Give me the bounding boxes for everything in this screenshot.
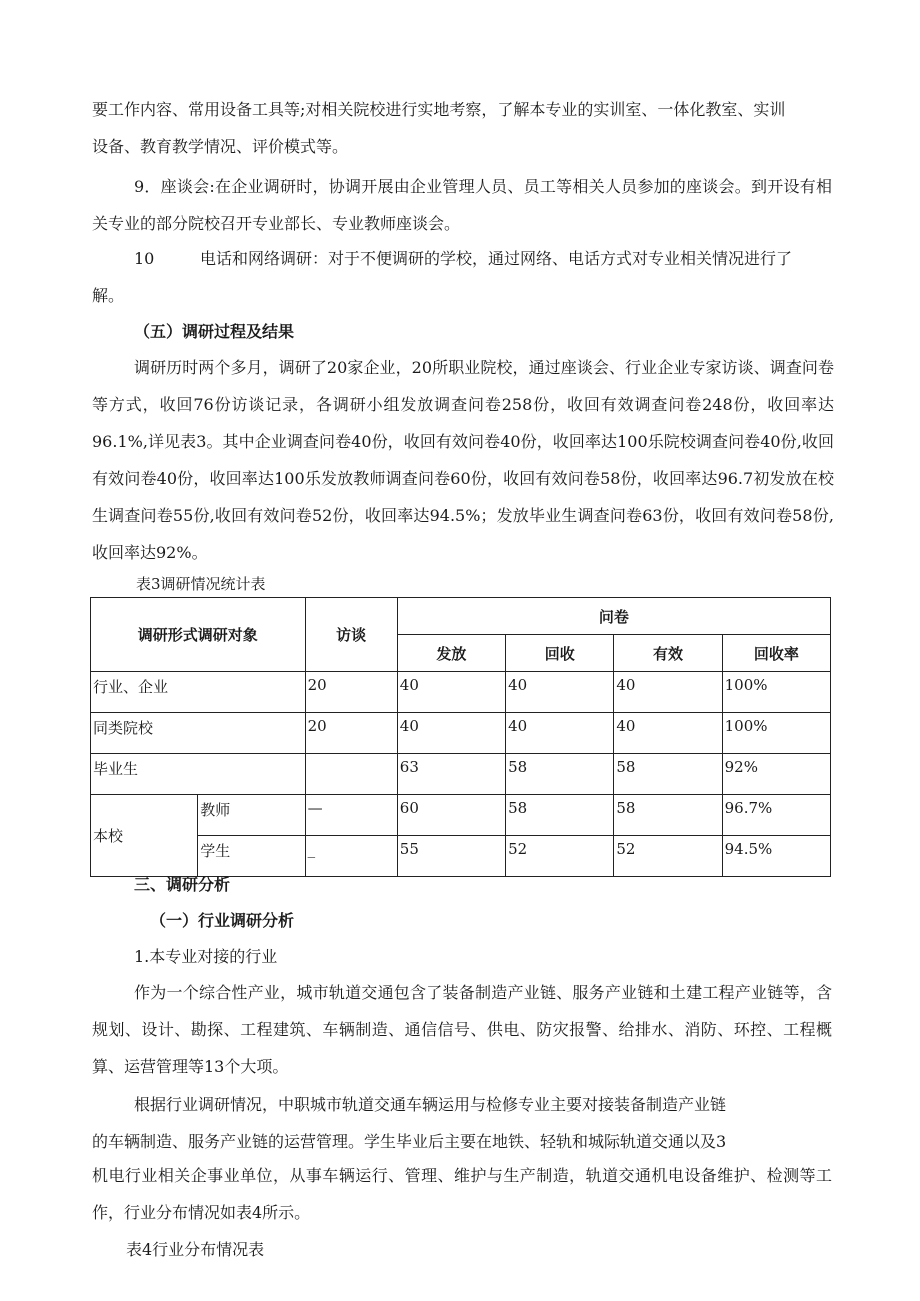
- header-form-object: 调研形式调研对象: [91, 598, 306, 672]
- cell-valid: 40: [614, 672, 722, 713]
- header-questionnaire: 问卷: [397, 598, 830, 635]
- cell-rate: 100%: [722, 672, 830, 713]
- paragraph-1-line-2: 设备、教育教学情况、评价模式等。: [92, 137, 349, 156]
- heading-section-five: （五）调研过程及结果: [134, 322, 295, 341]
- paragraph-research-results: 调研历时两个多月，调研了20家企业，20所职业院校，通过座谈会、行业企业专家访谈、调查问卷等方式，收回76份访谈记录，各调研小组发放调查问卷258份，收回有效调查问卷248份，收回率达96.1%,详见表3。其中企业调查问卷40份，收回有效问卷40份，收回率达100乐院校调查问卷40份,收回有效问卷40份，收回率达100乐发放教师调查问卷60份，收回有效问卷58份，收回率达96.7初发放在校生调查问卷55份,收回有效问卷52份，收回率达94.5%；发放毕业生调查问卷63份，收回有效问卷58份,收回率达92%。: [92, 358, 834, 562]
- table-row: [91, 713, 831, 754]
- cell-issued: 63: [397, 754, 505, 795]
- table-header-row-1: [91, 598, 831, 635]
- header-rate: 回收率: [722, 635, 830, 672]
- cell-interview: 20: [305, 713, 397, 754]
- cell-interview: 20: [305, 672, 397, 713]
- heading-industry-analysis: （一）行业调研分析: [150, 911, 295, 930]
- cell-valid: 40: [614, 713, 722, 754]
- paragraph-industry-docking-rest: 机电行业相关企事业单位，从事车辆运行、管理、维护与生产制造，轨道交通机电设备维护、检测等工作，行业分布情况如表4所示。: [92, 1166, 832, 1222]
- cell-returned: 52: [506, 836, 614, 877]
- cell-valid: 58: [614, 754, 722, 795]
- cell-issued: 40: [397, 672, 505, 713]
- paragraph-industry-overview: 作为一个综合性产业，城市轨道交通包含了装备制造产业链、服务产业链和土建工程产业链等，含规划、设计、勘探、工程建筑、车辆制造、通信信号、供电、防灾报警、给排水、消防、环控、工程概算、运营管理等13个大项。: [92, 983, 832, 1076]
- cell-returned: 40: [506, 713, 614, 754]
- cell-interview: _: [305, 836, 397, 877]
- cell-issued: 40: [397, 713, 505, 754]
- table-row: [91, 672, 831, 713]
- item-number-10: 10: [134, 249, 155, 268]
- cell-returned: 58: [506, 795, 614, 836]
- cell-school-label: 本校: [91, 795, 198, 877]
- header-interview: 访谈: [305, 598, 397, 672]
- paragraph-1-line-1: 要工作内容、常用设备工具等;对相关院校进行实地考察，了解本专业的实训室、一体化教室、实训: [92, 100, 786, 119]
- cell-valid: 52: [614, 836, 722, 877]
- cell-issued: 55: [397, 836, 505, 877]
- cell-valid: 58: [614, 795, 722, 836]
- cell-issued: 60: [397, 795, 505, 836]
- heading-section-three: 三、调研分析: [134, 875, 231, 894]
- cell-interview: —: [305, 795, 397, 836]
- paragraph-industry-docking-line-1: 根据行业调研情况，中职城市轨道交通车辆运用与检修专业主要对接装备制造产业链: [134, 1095, 727, 1114]
- header-issued: 发放: [397, 635, 505, 672]
- cell-rate: 94.5%: [722, 836, 830, 877]
- header-returned: 回收: [506, 635, 614, 672]
- cell-returned: 58: [506, 754, 614, 795]
- cell-object: 教师: [198, 795, 305, 836]
- cell-rate: 92%: [722, 754, 830, 795]
- paragraph-industry-docking-line-2: 的车辆制造、服务产业链的运营管理。学生毕业后主要在地铁、轻轨和城际轨道交通以及3: [92, 1132, 727, 1151]
- cell-object: 学生: [198, 836, 305, 877]
- cell-rate: 96.7%: [722, 795, 830, 836]
- table-row: [91, 754, 831, 795]
- table-4-caption: 表4行业分布情况表: [126, 1240, 265, 1259]
- paragraph-phone-research: 电话和网络调研：对于不便调研的学校，通过网络、电话方式对专业相关情况进行了: [200, 249, 793, 268]
- header-valid: 有效: [614, 635, 722, 672]
- subheading-industry: 1.本专业对接的行业: [134, 947, 278, 966]
- paragraph-forum: 9．座谈会:在企业调研时，协调开展由企业管理人员、员工等相关人员参加的座谈会。到开设有相关专业的部分院校召开专业部长、专业教师座谈会。: [92, 177, 832, 233]
- cell-object: 同类院校: [91, 713, 306, 754]
- cell-rate: 100%: [722, 713, 830, 754]
- cell-object: 毕业生: [91, 754, 306, 795]
- paragraph-phone-research-end: 解。: [92, 286, 125, 305]
- survey-statistics-table: [90, 597, 831, 877]
- table-row: [91, 795, 831, 836]
- cell-returned: 40: [506, 672, 614, 713]
- cell-object: 行业、企业: [91, 672, 306, 713]
- cell-interview: [305, 754, 397, 795]
- table-3-caption: 表3调研情况统计表: [136, 575, 266, 593]
